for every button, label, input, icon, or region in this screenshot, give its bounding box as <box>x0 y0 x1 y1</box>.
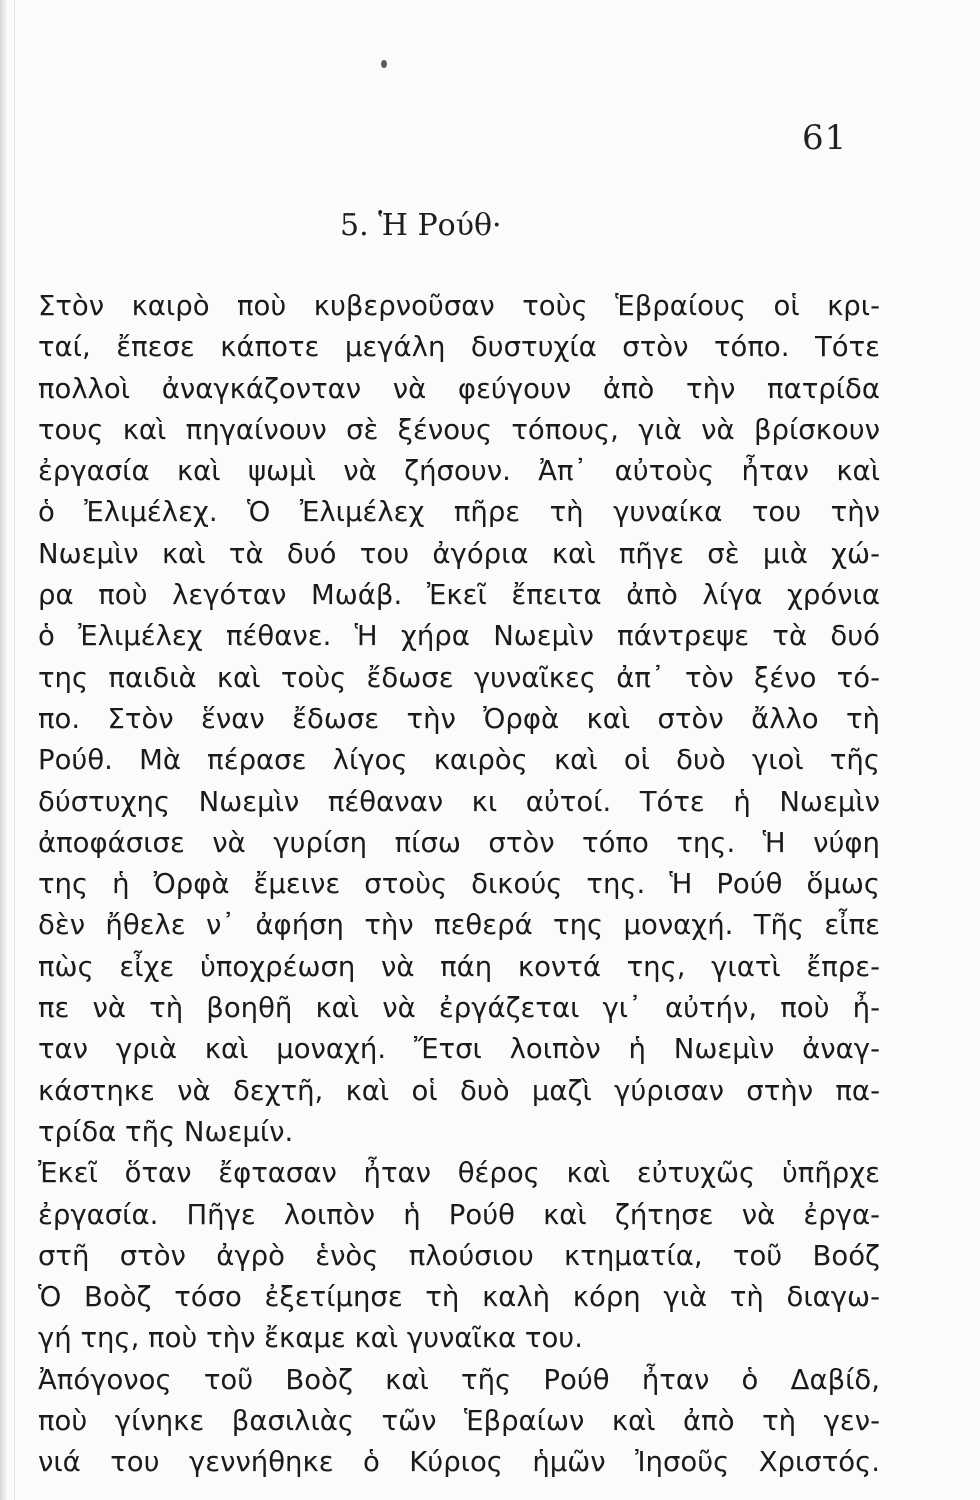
text-line: Ἀπόγονος τοῦ Βοὸζ καὶ τῆς Ρούθ ἦταν ὁ Δαβίδ, <box>38 1363 880 1396</box>
text-line: ἀποφάσισε νὰ γυρίση πίσω στὸν τόπο της. Ἡ νύφη <box>38 826 880 859</box>
text-line: νιά του γεννήθηκε ὁ Κύριος ἡμῶν Ἰησοῦς Χριστός. <box>38 1446 880 1479</box>
ink-speck <box>381 60 387 68</box>
text-line: δὲν ἤθελε ν᾿ ἀφήση τὴν πεθερά της μοναχή. Τῆς εἶπε <box>38 909 880 942</box>
text-line: τρίδα τῆς Νωεμίν. <box>38 1115 294 1148</box>
page-number: 61 <box>802 118 848 158</box>
text-line: Στὸν καιρὸ ποὺ κυβερνοῦσαν τοὺς Ἑβραίους οἱ κρι- <box>38 290 880 322</box>
text-line: τους καὶ πηγαίνουν σὲ ξένους τόπους, γιὰ νὰ βρίσκουν <box>38 413 880 446</box>
text-line: κάστηκε νὰ δεχτῆ, καὶ οἱ δυὸ μαζὶ γύρισαν στὴν πα- <box>38 1074 880 1107</box>
page-edge-shadow <box>0 0 6 1500</box>
text-line: ὁ Ἐλιμέλεχ πέθανε. Ἡ χήρα Νωεμὶν πάντρεψε τὰ δυό <box>38 620 880 653</box>
text-line: πὼς εἶχε ὑποχρέωση νὰ πάη κοντά της, γιατὶ ἔπρε- <box>38 950 880 983</box>
text-line: ἐργασία. Πῆγε λοιπὸν ἡ Ρούθ καὶ ζήτησε νὰ ἐργα- <box>38 1198 880 1231</box>
text-line: Νωεμὶν καὶ τὰ δυό του ἀγόρια καὶ πῆγε σὲ μιὰ χώ- <box>38 537 880 570</box>
text-line: πολλοὶ ἀναγκάζονταν νὰ φεύγουν ἀπὸ τὴν πατρίδα <box>38 372 880 405</box>
text-line: Ρούθ. Μὰ πέρασε λίγος καιρὸς καὶ οἱ δυὸ γιοὶ τῆς <box>38 744 880 777</box>
text-line: της ἡ Ὀρφὰ ἔμεινε στοὺς δικούς της. Ἡ Ρούθ ὅμως <box>38 868 880 901</box>
text-line: πο. Στὸν ἕναν ἔδωσε τὴν Ὀρφὰ καὶ στὸν ἄλλο τὴ <box>38 702 880 735</box>
body-text <box>38 286 880 1484</box>
text-line: ἐργασία καὶ ψωμὶ νὰ ζήσουν. Ἀπ᾿ αὐτοὺς ἦταν καὶ <box>38 455 880 488</box>
page-fold-line <box>14 0 15 1500</box>
text-line: ρα ποὺ λεγόταν Μωάβ. Ἐκεῖ ἔπειτα ἀπὸ λίγα χρόνια <box>38 579 880 612</box>
text-line: δύστυχης Νωεμὶν πέθαναν κι αὐτοί. Τότε ἡ Νωεμὶν <box>38 785 880 818</box>
text-line: ὁ Ἐλιμέλεχ. Ὁ Ἐλιμέλεχ πῆρε τὴ γυναίκα του τὴν <box>38 496 880 529</box>
text-line: Ὁ Βοὸζ τόσο ἐξετίμησε τὴ καλὴ κόρη γιὰ τὴ διαγω- <box>38 1281 880 1314</box>
text-line: πε νὰ τὴ βοηθῆ καὶ νὰ ἐργάζεται γι᾿ αὐτήν, ποὺ ἦ- <box>38 992 880 1025</box>
chapter-title: 5. Ἡ Ρούθ· <box>340 208 502 243</box>
text-line: της παιδιὰ καὶ τοὺς ἔδωσε γυναῖκες ἀπ᾿ τὸν ξένο τό- <box>38 661 880 694</box>
text-line: γή της, ποὺ τὴν ἔκαμε καὶ γυναῖκα του. <box>38 1322 583 1355</box>
text-line: στῆ στὸν ἀγρὸ ἑνὸς πλούσιου κτηματία, τοῦ Βοόζ <box>38 1239 880 1272</box>
text-line: ταί, ἔπεσε κάποτε μεγάλη δυστυχία στὸν τόπο. Τότε <box>38 331 880 364</box>
text-line: ταν γριὰ καὶ μοναχή. Ἔτσι λοιπὸν ἡ Νωεμὶν ἀναγ- <box>38 1033 880 1066</box>
text-line: ποὺ γίνηκε βασιλιὰς τῶν Ἑβραίων καὶ ἀπὸ τὴ γεν- <box>38 1405 880 1438</box>
text-line: Ἐκεῖ ὅταν ἔφτασαν ἦταν θέρος καὶ εὐτυχῶς ὑπῆρχε <box>38 1157 880 1190</box>
